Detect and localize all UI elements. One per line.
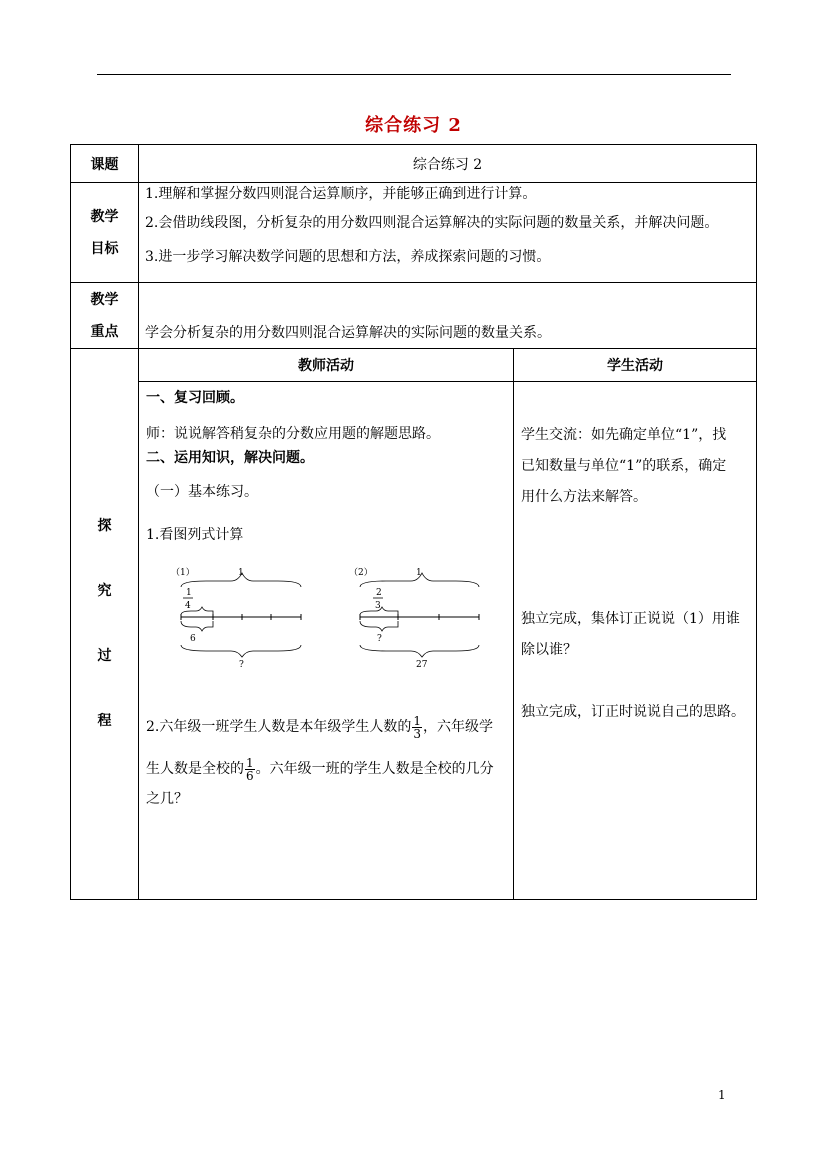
fraction-one-third: $\frac{1}{3}$ bbox=[413, 713, 421, 741]
diagram-2-part-value: ? bbox=[377, 634, 382, 644]
exercise-2-line3: 之几？ bbox=[146, 791, 188, 807]
student-note-2: 独立完成，集体订正说说（1）用谁 bbox=[521, 611, 740, 627]
diagram-1-frac-num: 1 bbox=[186, 588, 192, 598]
diagram-1-label: （1） bbox=[171, 568, 195, 578]
brace-part-below-1 bbox=[181, 621, 213, 631]
diagram-2-whole-value: 27 bbox=[416, 660, 428, 670]
brace-whole-1 bbox=[181, 645, 301, 657]
topic-value: 综合练习 2 bbox=[139, 145, 757, 183]
student-note-1: 已知数量与单位“1”的联系，确定 bbox=[521, 458, 727, 474]
header-rule bbox=[97, 74, 731, 75]
goals-content bbox=[139, 183, 757, 283]
diagram-1-part-value: 6 bbox=[190, 634, 196, 644]
goal-item: 3.进一步学习解决数学问题的思想和方法，养成探索问题的习惯。 bbox=[145, 249, 551, 265]
process-header-row bbox=[71, 349, 757, 382]
diagram-2-label: （2） bbox=[349, 568, 373, 578]
line-segment-diagrams bbox=[146, 559, 506, 689]
focus-label: 教学 重点 bbox=[71, 283, 139, 349]
diagram-2-frac-num: 2 bbox=[376, 588, 382, 598]
diagram-1-total: 1 bbox=[238, 568, 244, 578]
student-activity-header: 学生活动 bbox=[514, 349, 757, 382]
fraction-one-sixth: $\frac{1}{6}$ bbox=[246, 755, 254, 783]
student-activity-cell bbox=[514, 382, 757, 900]
lesson-plan-table bbox=[70, 144, 757, 900]
teacher-question: 师：说说解答稍复杂的分数应用题的解题思路。 bbox=[146, 426, 440, 442]
focus-row bbox=[71, 283, 757, 349]
topic-label: 课题 bbox=[71, 145, 139, 183]
teacher-activity-cell bbox=[139, 382, 514, 900]
page-title: 综合练习 2 bbox=[365, 115, 462, 136]
brace-whole-2 bbox=[360, 645, 479, 657]
diagram-2 bbox=[349, 567, 479, 670]
brace-total-1 bbox=[181, 573, 301, 587]
section-review: 一、复习回顾。 bbox=[146, 390, 244, 406]
goals-row bbox=[71, 183, 757, 283]
exercise-2-line1: 2.六年级一班学生人数是本年级学生人数的 $\frac{1}{3}$ ，六年级学 bbox=[146, 713, 493, 741]
process-label: 探 究 过 程 bbox=[71, 349, 139, 900]
goal-item: 2.会借助线段图，分析复杂的用分数四则混合运算解决的实际问题的数量关系，并解决问题。 bbox=[145, 215, 719, 231]
teacher-activity-header: 教师活动 bbox=[139, 349, 514, 382]
subsection-basic: （一）基本练习。 bbox=[146, 484, 258, 500]
diagram-1-unknown: ? bbox=[239, 660, 244, 670]
page-number: 1 bbox=[718, 1088, 726, 1102]
exercise-2-line2: 生人数是全校的 $\frac{1}{6}$ 。六年级一班的学生人数是全校的几分 bbox=[146, 755, 494, 783]
exercise-1-title: 1.看图列式计算 bbox=[146, 527, 244, 543]
focus-value: 学会分析复杂的用分数四则混合运算解决的实际问题的数量关系。 bbox=[139, 283, 757, 349]
student-note-1: 用什么方法来解答。 bbox=[521, 489, 647, 505]
student-note-3: 独立完成，订正时说说自己的思路。 bbox=[521, 704, 745, 720]
student-note-2: 除以谁？ bbox=[521, 642, 577, 658]
process-content-row bbox=[71, 382, 757, 900]
brace-part-below-2 bbox=[360, 621, 398, 631]
diagram-2-total: 1 bbox=[416, 568, 422, 578]
topic-row bbox=[71, 145, 757, 183]
section-apply: 二、运用知识，解决问题。 bbox=[146, 450, 314, 466]
diagram-1-frac-den: 4 bbox=[185, 601, 191, 611]
goals-label: 教学 目标 bbox=[71, 183, 139, 283]
goal-item: 1.理解和掌握分数四则混合运算顺序，并能够正确到进行计算。 bbox=[145, 186, 537, 202]
diagram-1 bbox=[171, 567, 301, 670]
student-note-1: 学生交流：如先确定单位“1”，找 bbox=[521, 427, 727, 443]
diagram-2-frac-den: 3 bbox=[375, 601, 381, 611]
